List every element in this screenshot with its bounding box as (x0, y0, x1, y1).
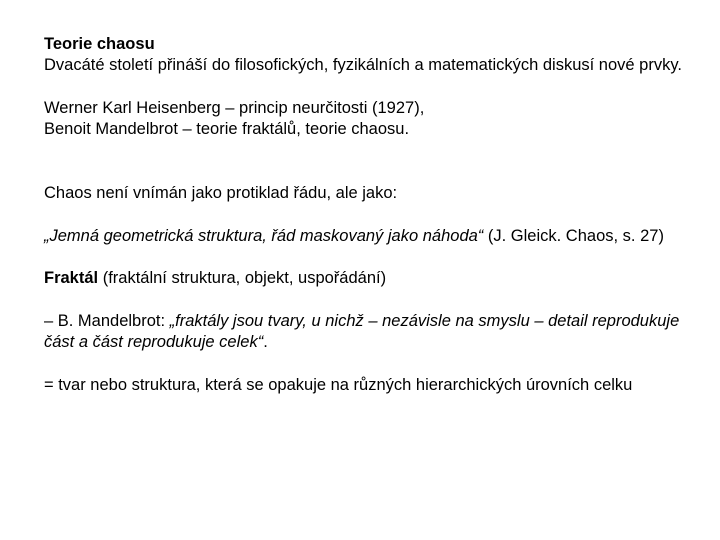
gleick-source: (J. Gleick. Chaos, s. 27) (483, 227, 664, 245)
intro-paragraph: Dvacáté století přináší do filosofických, fyzikálních a matematických diskusí nové prvky. (44, 56, 682, 74)
mandelbrot-quote: „fraktály jsou tvary, u nichž – nezávisle na smyslu – detail reprodukuje část a část reprodukuje celek“ (44, 312, 680, 351)
definition-paragraph: = tvar nebo struktura, která se opakuje na různých hierarchických úrovních celku (44, 376, 633, 394)
gleick-quote: „Jemná geometrická struktura, řád maskovaný jako náhoda“ (44, 227, 484, 245)
heisenberg-line: Werner Karl Heisenberg – princip neurčitosti (1927), (44, 99, 425, 117)
slide-content (44, 34, 694, 396)
gleick-quote-paragraph (44, 226, 694, 247)
fractal-term: Fraktál (44, 269, 99, 287)
fractal-description: (fraktální struktura, objekt, uspořádání) (98, 269, 387, 287)
mandelbrot-quote-paragraph (44, 311, 694, 353)
mandelbrot-suffix: . (263, 333, 268, 351)
mandelbrot-prefix: – B. Mandelbrot: (44, 312, 170, 330)
page-title: Teorie chaosu (44, 35, 155, 53)
chaos-paragraph: Chaos není vnímán jako protiklad řádu, ale jako: (44, 184, 398, 202)
mandelbrot-line: Benoit Mandelbrot – teorie fraktálů, teorie chaosu. (44, 120, 410, 138)
fractal-paragraph (44, 268, 694, 289)
names-paragraph (44, 98, 694, 140)
